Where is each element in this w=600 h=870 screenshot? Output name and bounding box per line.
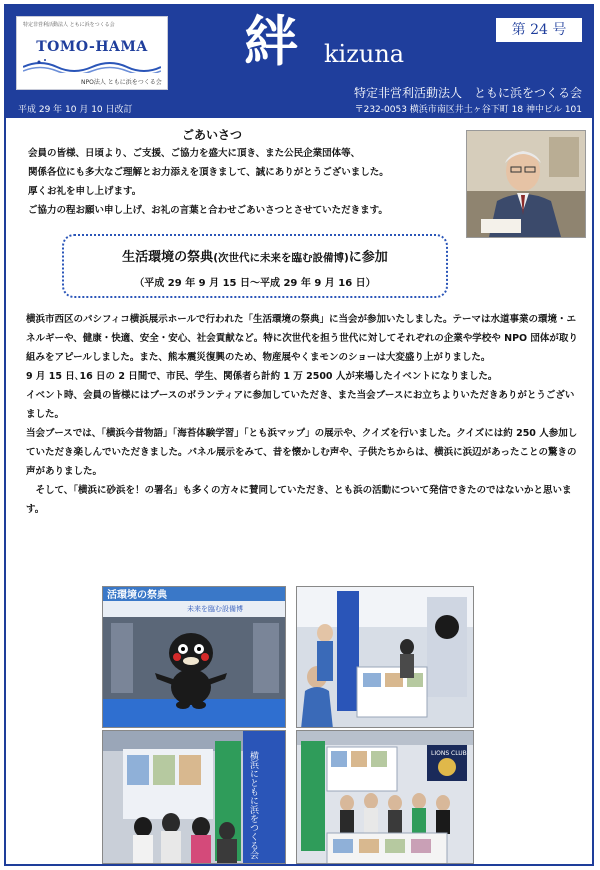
event-title — [64, 246, 446, 265]
report-paragraph: そして、「横浜に砂浜を！の署名」も多くの方々に賛同していただき、とも浜の活動について発信できたのではないかと思います。 — [26, 485, 572, 515]
event-photo-group — [296, 730, 474, 864]
event-title-main: 生活環境の祭典 — [122, 250, 214, 265]
greeting-line: 関係各位にも多大なご理解とお力添えを頂きまして、誠にありがとうございました。 — [28, 167, 389, 178]
newsletter-kanji-title: 絆 — [244, 9, 298, 73]
organization-name: 特定非営利活動法人 ともに浜をつくる会 — [353, 86, 582, 100]
organization-address: 〒232-0053 横浜市南区井土ヶ谷下町 18 神中ビル 101 — [354, 105, 582, 115]
greeting-line: 厚くお礼を申し上げます。 — [28, 186, 142, 197]
greeting-line: 会員の皆様、日頃より、ご支援、ご協力を盛大に頂き、また公民企業団体等、 — [28, 148, 361, 159]
booth-vertical-banner: 横浜にともに浜をつくる会 — [248, 751, 258, 859]
greeting-text — [28, 144, 468, 220]
report-paragraph: 横浜市西区のパシフィコ横浜展示ホールで行われた「生活環境の祭典」に当会が参加いたしました。テーマは水道事業の環境・エネルギーや、健康・快適、安全・安心、社会貢献など。特に次世代を担う世代に対してそれぞれの企業や学校や NPO 団体が取り組みをアピールしました。また、熊本震災復興のため、物産展やくまモンのショーは大変盛り上がりました。 — [26, 314, 578, 363]
stage-banner-subtitle: 未来を臨む設備博 — [187, 605, 243, 613]
lions-club-sign: LIONS CLUB — [431, 750, 467, 757]
event-report-text — [26, 310, 582, 519]
event-photo-booth-volunteers — [296, 586, 474, 728]
event-title-tail: に参加 — [348, 250, 388, 265]
greeting-line: ご協力の程お願い申し上げ、お礼の言葉と合わせごあいさつとさせていただきます。 — [28, 205, 388, 216]
greeting-title: ごあいさつ — [182, 128, 243, 142]
report-paragraph: 9 月 15 日､16 日の 2 日間で、市民、学生、関係者ら計約 1 万 2500 人が来場したイベントになりました。 — [26, 371, 498, 382]
report-paragraph: イベント時、会員の皆様にはブースのボランティアに参加していただき、また当会ブースにお立ちよりいただきありがとうございました。 — [26, 390, 575, 420]
chairman-portrait-photo — [466, 130, 586, 238]
issue-number: 第 24 号 — [496, 18, 582, 42]
newsletter-page — [4, 4, 594, 866]
event-date: （平成 29 年 9 月 15 日～平成 29 年 9 月 16 日） — [134, 278, 376, 289]
newsletter-latin-title: kizuna — [324, 40, 405, 68]
event-heading-box — [62, 234, 448, 298]
stage-banner-title: 活環境の祭典 — [107, 590, 167, 601]
logo-name: TOMO-HAMA — [36, 39, 148, 55]
event-title-subtitle: (次世代に未来を臨む設備博) — [213, 252, 349, 264]
organization-logo — [16, 16, 168, 90]
portrait-image — [467, 131, 585, 237]
event-photo-mascot-stage — [102, 586, 286, 728]
event-photo-booth-visitors — [102, 730, 286, 864]
logo-small-text: 特定非営利活動法人 ともに浜をつくる会 — [23, 22, 115, 28]
newsletter-header — [6, 6, 592, 118]
logo-sub-text: NPO法人 ともに浜をつくる会 — [81, 79, 162, 86]
logo-wave-icon — [23, 57, 161, 73]
report-paragraph: 当会ブースでは、「横浜今昔物語」「海苔体験学習」「とも浜マップ」の展示や、クイズを行いました。クイズには約 250 人参加していただき楽しんでいただきました。パネル展示をみて、昔を懐かしむ声や、子供たちからは、横浜に浜辺があったことの驚きの声がありました。 — [26, 428, 578, 477]
revised-date: 平成 29 年 10 月 10 日改訂 — [18, 105, 133, 115]
